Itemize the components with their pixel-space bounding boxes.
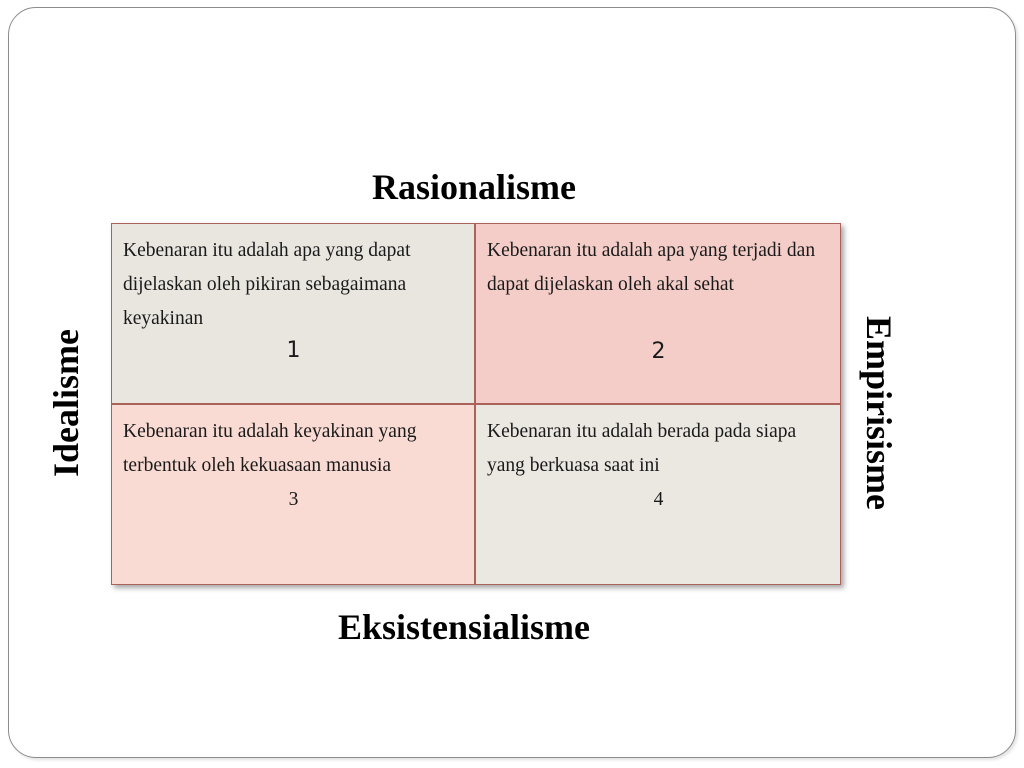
axis-label-top: Rasionalisme xyxy=(371,167,576,207)
quadrant-1 xyxy=(111,223,475,404)
quadrant-1-number: 1 xyxy=(286,338,301,363)
quadrant-1-text: Kebenaran itu adalah apa yang dapat dijelaskan oleh pikiran sebagaimana keyakinan xyxy=(123,240,411,329)
quadrant-4 xyxy=(475,404,841,585)
quadrant-3-number: 3 xyxy=(288,489,299,510)
quadrant-2-text: Kebenaran itu adalah apa yang terjadi dan dapat dijelaskan oleh akal sehat xyxy=(487,240,816,295)
axis-label-right: Empirisisme xyxy=(859,316,899,510)
quadrant-4-number: 4 xyxy=(653,489,664,510)
axis-label-bottom: Eksistensialisme xyxy=(337,607,591,647)
quadrant-2-number: 2 xyxy=(651,339,666,364)
quadrant-2 xyxy=(475,223,841,404)
quadrant-3-text: Kebenaran itu adalah keyakinan yang terbentuk oleh kekuasaan manusia xyxy=(123,421,417,476)
axis-label-left: Idealisme xyxy=(46,329,86,477)
quadrant-grid xyxy=(111,223,841,585)
quadrant-3 xyxy=(111,404,475,585)
quadrant-4-text: Kebenaran itu adalah berada pada siapa yang berkuasa saat ini xyxy=(487,421,797,476)
